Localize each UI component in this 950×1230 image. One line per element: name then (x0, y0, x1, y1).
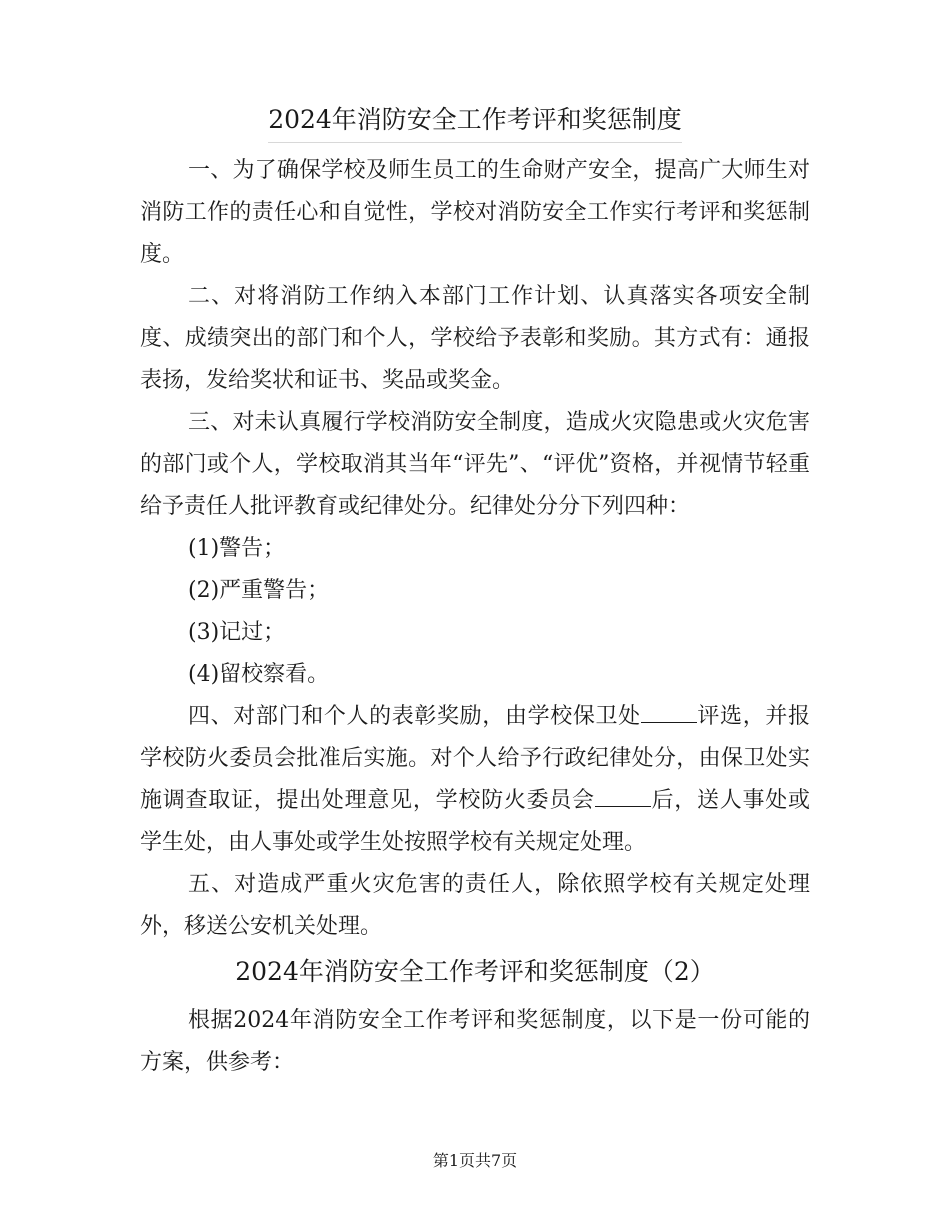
paragraph-4-part-a: 四、对部门和个人的表彰奖励，由学校保卫处 (188, 704, 641, 729)
discipline-item-4: (4)留校察看。 (188, 662, 330, 687)
paragraph-2: 二、对将消防工作纳入本部门工作计划、认真落实各项安全制度、成绩突出的部门和个人，学校给予表彰和奖励。其方式有：通报表扬，发给奖状和证书、奖品或奖金。 (140, 284, 810, 393)
paragraph-4-part-c: 后，送人事处或学生处，由人事处或学生处按照学校有关规定处理。 (140, 788, 810, 855)
fill-in-blank-1 (641, 704, 697, 723)
paragraph-5: 五、对造成严重火灾危害的责任人，除依照学校有关规定处理外，移送公安机关处理。 (140, 872, 810, 939)
title-underline (268, 142, 682, 143)
section-2-title: 2024年消防安全工作考评和奖惩制度（2） (235, 957, 715, 986)
discipline-item-3: (3)记过； (188, 620, 286, 645)
page-indicator: 第1页共7页 (432, 1151, 518, 1170)
paragraph-3: 三、对未认真履行学校消防安全制度，造成火灾隐患或火灾危害的部门或个人，学校取消其当年“评先”、“评优”资格，并视情节轻重给予责任人批评教育或纪律处分。纪律处分分下列四种： (140, 410, 810, 519)
fill-in-blank-2 (595, 788, 651, 807)
discipline-item-2: (2)严重警告； (188, 578, 330, 603)
document-title: 2024年消防安全工作考评和奖惩制度 (268, 105, 682, 134)
paragraph-4-part-b: 评选，并报学校防火委员会批准后实施。对个人给予行政纪律处分，由保卫处实施调查取证，提出处理意见，学校防火委员会 (140, 704, 810, 813)
paragraph-4 (140, 696, 810, 864)
paragraph-1: 一、为了确保学校及师生员工的生命财产安全，提高广大师生对消防工作的责任心和自觉性，学校对消防安全工作实行考评和奖惩制度。 (140, 158, 810, 267)
discipline-item-1: (1)警告； (188, 536, 286, 561)
section-2-intro: 根据2024年消防安全工作考评和奖惩制度，以下是一份可能的方案，供参考： (140, 1008, 810, 1075)
